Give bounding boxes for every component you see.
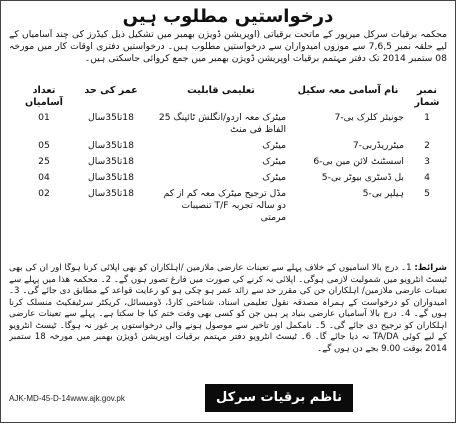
row-qualification: میٹرک xyxy=(262,172,286,183)
row-age-limit: 18تا35سال xyxy=(88,172,134,183)
row-post-count: 04 xyxy=(38,172,50,183)
header-qualification: تعلیمی قابلیت xyxy=(187,85,255,96)
row-post-name: جونیئر کلرک بی-7 xyxy=(334,112,404,123)
row-qualification: میٹرک xyxy=(262,140,286,151)
row-post-count: 05 xyxy=(38,140,50,151)
row-post-name: اسسٹنٹ لائن مین بی-6 xyxy=(313,156,404,167)
row-serial-no: 3 xyxy=(424,156,430,167)
row-age-limit: 18تا35سال xyxy=(88,112,134,123)
conditions-text: 1۔ درج بالا آسامیوں کے خلاف پہلے سے تعینات عارضی ملازمین /اہلکاران کو بھی اپلائی کرنا ہوگا اور ان کی بھی ٹیسٹ انٹرویو میں شمولیت لازمی ہوگی۔ اپلائی نہ کرنے کی صورت میں فارغ تصور ہوں گے۔ 2۔ محکمہ ھذا میں پہلے سے تعینات عارضی ملازمین/ اہلکاران جن کی مقرر حد سے زائد عمر ہو چکی ہو کو رعایت قواعد کے مطابق دی جائے گی۔ 3۔ امیدواران کو درخواست کے ہمراہ مصدقہ نقول تعلیمی اسناد، شناختی کارڈ، ڈومیسائل، کریکٹر سرٹیفکیٹ منسلک کرنا ہوں گے۔ 4۔ درج بالا آسامیاں عارضی بنیاد پر ہیں جن کو کسی بھی وقت ختم کیا جا سکتا ہے۔ پہلے سے تعینات عارضی اہلکاران کو ترجیح دی جائے گی۔ 5۔ نامکمل اور تاخیر سے موصول ہونے والی درخواستوں پر غور نہ ہوگا۔ ٹیسٹ انٹرویو کے لیے کوئی TA/DA نہ دیا جائے گا۔ 6۔ ٹیسٹ انٹرویو دفتر مہتمم برقیات اوپریشن ڈویژن بھمبر میں مورخہ 18 ستمبر 2014 بوقت 9.00 بجے دن ہوں گے۔ xyxy=(9,263,447,354)
header-serial-no: نمبر شمار xyxy=(414,85,440,108)
row-post-count: 01 xyxy=(38,112,50,123)
row-age-limit: 18تا35سال xyxy=(88,140,134,151)
row-post-name: میٹرریڈربی-7 xyxy=(352,140,404,151)
row-age-limit: 18تا35سال xyxy=(88,188,134,199)
row-post-count: 25 xyxy=(38,156,50,167)
conditions-paragraph xyxy=(9,263,447,367)
table-header-row xyxy=(19,85,447,112)
row-serial-no: 5 xyxy=(424,188,430,199)
row-serial-no: 2 xyxy=(424,140,430,151)
header-age-limit: عمر کی حد xyxy=(84,85,138,96)
row-qualification: مڈل ترجیح میٹرک معہ کم از کم دو سالہ تجربہ T/F تنصیبات مرمتی xyxy=(163,188,286,223)
vacancies-table xyxy=(19,85,447,228)
row-post-name: ہیلپر بی-5 xyxy=(362,188,404,199)
table-row xyxy=(19,156,447,172)
header-post-name: نام آسامی معہ سکیل xyxy=(297,85,399,96)
table-row xyxy=(19,188,447,228)
row-serial-no: 4 xyxy=(424,172,430,183)
row-post-name: بل ڈسٹری بیوٹر بی-5 xyxy=(321,172,404,183)
row-serial-no: 1 xyxy=(424,112,430,123)
row-qualification: میٹرک xyxy=(262,156,286,167)
table-row xyxy=(19,112,447,140)
header-post-count: تعداد آسامیاں xyxy=(25,85,63,108)
table-row xyxy=(19,172,447,188)
page-title: درخواستیں مطلوب ہیں xyxy=(122,6,334,27)
conditions-label: شرائط: xyxy=(414,263,447,273)
reference-code: AJK-MD-45-D-14www.ajk.gov.pk xyxy=(9,394,125,403)
table-row xyxy=(19,140,447,156)
row-age-limit: 18تا35سال xyxy=(88,156,134,167)
row-post-count: 02 xyxy=(38,188,50,199)
signature-block: ناظم برقیات سرکل میرپور xyxy=(205,384,353,412)
row-qualification: میٹرک معہ اردو/انگلش ٹائپنگ 25 الفاظ فی منٹ xyxy=(158,112,286,135)
intro-paragraph: محکمہ برقیات سرکل میرپور کے ماتحت برقیاتی (اوپریشن ڈویژن بھمبر میں تشکیل ذیل کیڈرز کی چند آسامیاں کے لیے حلقہ نمبر 7,6,5 سے موزوں امیدواران سے درخواستیں مطلوب ہیں۔ درخواستیں دفتری اوقات کار میں مورخہ 08 ستمبر 2014 تک دفتر مہتمم برقیات اوپریشن ڈویژن بھمبر میں جمع کروائی جاسکتی ہیں۔ xyxy=(9,29,447,64)
